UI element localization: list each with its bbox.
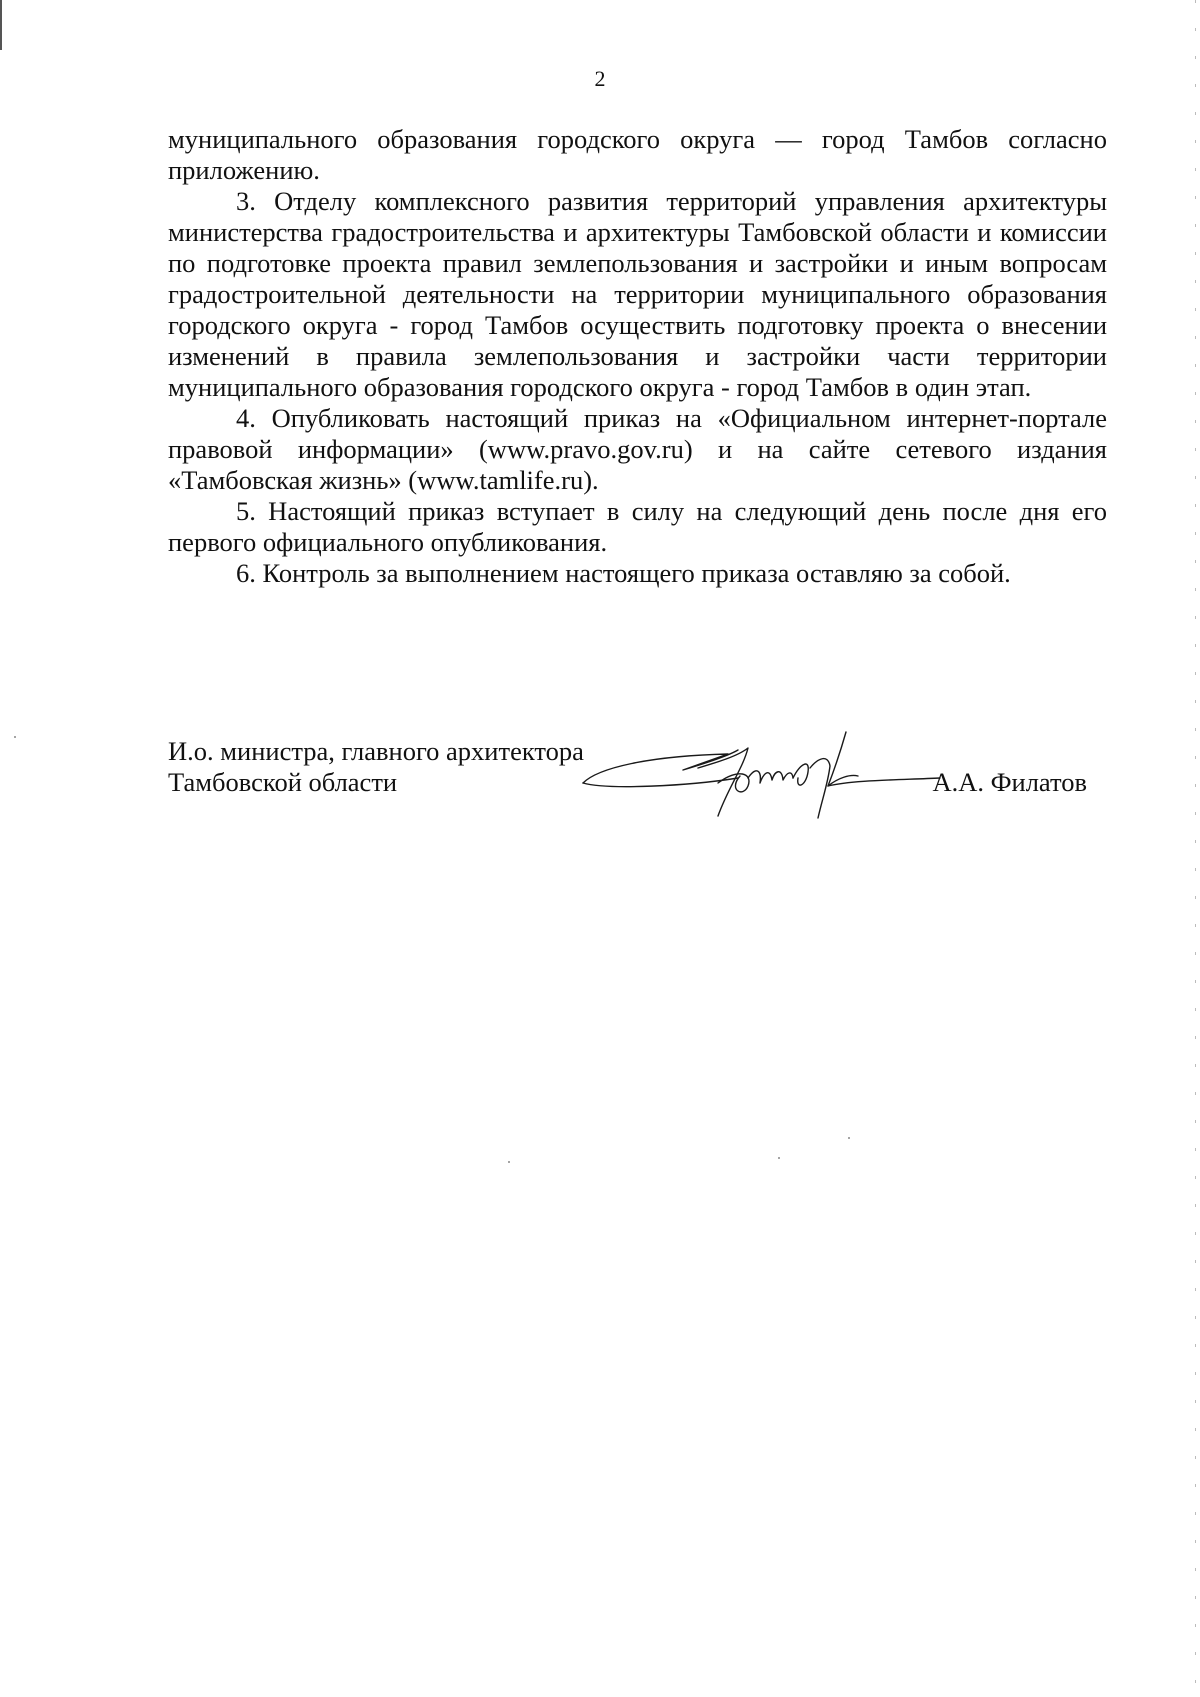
scan-speck [778,1157,780,1159]
page-number: 2 [594,66,606,91]
signature-block [168,736,1107,826]
paragraph-item-4: 4. Опубликовать настоящий приказ на «Официальном интернет-портале правовой информации» (www.pravo.gov.ru) и на сайте сетевого издания «Тамбовская жизнь» (www.tamlife.ru). [168,403,1107,495]
scan-edge-mark [0,0,2,50]
handwritten-signature [578,728,958,828]
paragraph-item-6: 6. Контроль за выполнением настоящего приказа оставляю за собой. [236,558,1011,588]
signatory-position [168,736,584,798]
signatory-position-line: Тамбовской области [168,767,398,797]
paragraph-continuation: муниципального образования городского округа — город Тамбов согласно приложению. [168,124,1107,185]
paragraph-item-3: 3. Отделу комплексного развития территорий управления архитектуры министерства градостроительства и архитектуры Тамбовской области и комиссии по подготовке проекта правил землепользования и застройки и иным вопросам градостроительной деятельности на территории муниципального образования городского округа - город Тамбов осуществить подготовку проекта о внесении изменений в правила землепользования и застройки части территории муниципального образования городского округа - город Тамбов в один этап. [168,186,1107,402]
paragraph-item-5: 5. Настоящий приказ вступает в силу на следующий день после дня его первого официального опубликования. [168,496,1107,557]
scan-speck [14,736,16,738]
scan-edge-mark [1195,0,1196,1697]
scan-speck [508,1161,510,1163]
signatory-position-line: И.о. министра, главного архитектора [168,736,584,766]
document-body [168,124,1107,589]
scan-speck [848,1137,850,1139]
signatory-name: А.А. Филатов [932,767,1087,797]
